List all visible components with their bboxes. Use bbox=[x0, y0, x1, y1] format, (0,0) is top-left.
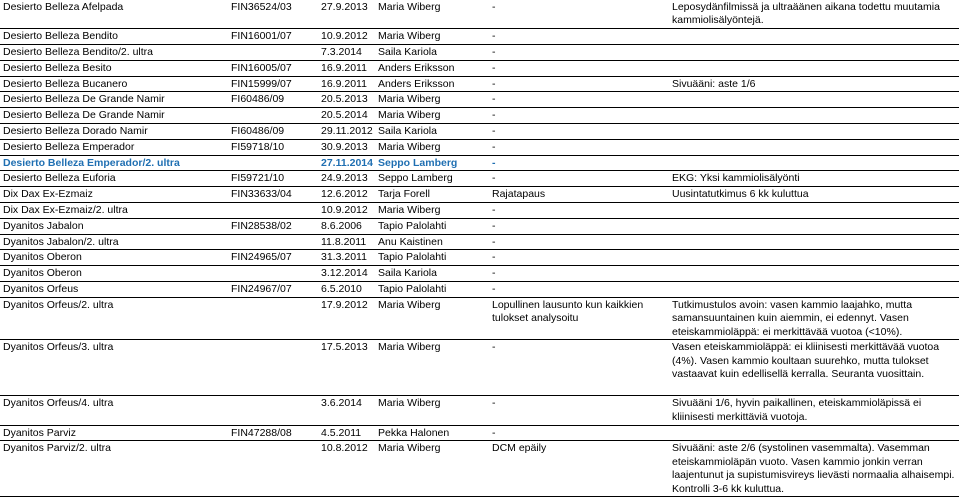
registration-cell: FIN24967/07 bbox=[228, 281, 318, 297]
result-cell: - bbox=[489, 340, 669, 396]
table-row bbox=[0, 123, 959, 139]
result-cell: - bbox=[489, 218, 669, 234]
date-cell: 12.6.2012 bbox=[318, 187, 375, 203]
dog-name-cell: Dyanitos Jabalon bbox=[0, 218, 228, 234]
registration-cell: FI60486/09 bbox=[228, 92, 318, 108]
result-cell: - bbox=[489, 396, 669, 425]
dog-name-cell: Dyanitos Orfeus/2. ultra bbox=[0, 297, 228, 340]
result-cell: - bbox=[489, 0, 669, 29]
table-row bbox=[0, 29, 959, 45]
result-cell: - bbox=[489, 202, 669, 218]
table-row bbox=[0, 92, 959, 108]
dog-name-cell: Dyanitos Oberon bbox=[0, 250, 228, 266]
date-cell: 17.5.2013 bbox=[318, 340, 375, 396]
examiner-cell: Maria Wiberg bbox=[375, 139, 489, 155]
result-cell: - bbox=[489, 139, 669, 155]
examiner-cell: Seppo Lamberg bbox=[375, 155, 489, 171]
remark-cell bbox=[669, 108, 959, 124]
date-cell: 10.9.2012 bbox=[318, 29, 375, 45]
remark-cell bbox=[669, 123, 959, 139]
registration-cell bbox=[228, 340, 318, 396]
registration-cell: FIN24965/07 bbox=[228, 250, 318, 266]
remark-cell: Leposydänfilmissä ja ultraäänen aikana todettu muutamia kammiolisälyöntejä. bbox=[669, 0, 959, 29]
remark-cell bbox=[669, 234, 959, 250]
dog-name-cell: Desierto Belleza De Grande Namir bbox=[0, 92, 228, 108]
remark-cell bbox=[669, 92, 959, 108]
result-cell: - bbox=[489, 266, 669, 282]
dog-name-cell: Desierto Belleza De Grande Namir bbox=[0, 108, 228, 124]
registration-cell: FI59718/10 bbox=[228, 139, 318, 155]
table-row bbox=[0, 281, 959, 297]
examiner-cell: Maria Wiberg bbox=[375, 29, 489, 45]
remark-cell bbox=[669, 29, 959, 45]
dog-name-cell: Desierto Belleza Emperador bbox=[0, 139, 228, 155]
remark-cell: Sivuääni: aste 1/6 bbox=[669, 76, 959, 92]
examiner-cell: Anders Eriksson bbox=[375, 60, 489, 76]
dog-name-cell: Dix Dax Ex-Ezmaiz bbox=[0, 187, 228, 203]
remark-cell bbox=[669, 44, 959, 60]
examiner-cell: Maria Wiberg bbox=[375, 396, 489, 425]
registration-cell: FI59721/10 bbox=[228, 171, 318, 187]
dog-name-cell: Dyanitos Oberon bbox=[0, 266, 228, 282]
remark-cell bbox=[669, 139, 959, 155]
dog-name-cell: Desierto Belleza Afelpada bbox=[0, 0, 228, 29]
dog-name-cell: Desierto Belleza Bendito bbox=[0, 29, 228, 45]
table-row bbox=[0, 0, 959, 29]
result-cell: - bbox=[489, 108, 669, 124]
remark-cell: Uusintatutkimus 6 kk kuluttua bbox=[669, 187, 959, 203]
registration-cell bbox=[228, 44, 318, 60]
date-cell: 3.6.2014 bbox=[318, 396, 375, 425]
dog-name-cell: Dyanitos Jabalon/2. ultra bbox=[0, 234, 228, 250]
registration-cell bbox=[228, 297, 318, 340]
examiner-cell: Tapio Palolahti bbox=[375, 218, 489, 234]
date-cell: 30.9.2013 bbox=[318, 139, 375, 155]
result-cell: Rajatapaus bbox=[489, 187, 669, 203]
result-cell: - bbox=[489, 234, 669, 250]
table-row bbox=[0, 340, 959, 396]
examiner-cell: Maria Wiberg bbox=[375, 202, 489, 218]
table-row bbox=[0, 76, 959, 92]
result-cell: - bbox=[489, 92, 669, 108]
dog-name-cell: Dix Dax Ex-Ezmaiz/2. ultra bbox=[0, 202, 228, 218]
result-cell: - bbox=[489, 281, 669, 297]
dog-name-cell: Dyanitos Orfeus/4. ultra bbox=[0, 396, 228, 425]
examiner-cell: Maria Wiberg bbox=[375, 340, 489, 396]
registration-cell: FIN33633/04 bbox=[228, 187, 318, 203]
registration-cell: FIN16001/07 bbox=[228, 29, 318, 45]
table-row bbox=[0, 139, 959, 155]
registration-cell bbox=[228, 234, 318, 250]
remark-cell bbox=[669, 250, 959, 266]
table-row bbox=[0, 44, 959, 60]
remark-cell bbox=[669, 266, 959, 282]
registration-cell: FIN47288/08 bbox=[228, 425, 318, 441]
table-row bbox=[0, 425, 959, 441]
table-row bbox=[0, 108, 959, 124]
date-cell: 7.3.2014 bbox=[318, 44, 375, 60]
registration-cell bbox=[228, 108, 318, 124]
remark-cell: EKG: Yksi kammiolisälyönti bbox=[669, 171, 959, 187]
examiner-cell: Anu Kaistinen bbox=[375, 234, 489, 250]
registration-cell bbox=[228, 202, 318, 218]
dog-name-cell: Desierto Belleza Bendito/2. ultra bbox=[0, 44, 228, 60]
result-cell: - bbox=[489, 76, 669, 92]
date-cell: 11.8.2011 bbox=[318, 234, 375, 250]
examiner-cell: Seppo Lamberg bbox=[375, 171, 489, 187]
table-row bbox=[0, 202, 959, 218]
table-row bbox=[0, 218, 959, 234]
dog-name-cell: Dyanitos Orfeus/3. ultra bbox=[0, 340, 228, 396]
table-row bbox=[0, 187, 959, 203]
table-row bbox=[0, 250, 959, 266]
examiner-cell: Saila Kariola bbox=[375, 266, 489, 282]
table-row bbox=[0, 171, 959, 187]
result-cell: - bbox=[489, 60, 669, 76]
registration-cell bbox=[228, 155, 318, 171]
examiner-cell: Maria Wiberg bbox=[375, 0, 489, 29]
examiner-cell: Pekka Halonen bbox=[375, 425, 489, 441]
result-cell: - bbox=[489, 155, 669, 171]
result-cell: DCM epäily bbox=[489, 441, 669, 497]
dog-name-cell: Desierto Belleza Bucanero bbox=[0, 76, 228, 92]
date-cell: 29.11.2012 bbox=[318, 123, 375, 139]
dog-name-cell: Desierto Belleza Euforia bbox=[0, 171, 228, 187]
remark-cell: Vasen eteiskammioläppä: ei kliinisesti merkittävää vuotoa (4%). Vasen kammio koultaan suurehko, mutta tulokset vastaavat kuin edellisellä kerralla. Seuranta vuosittain. bbox=[669, 340, 959, 396]
table-row bbox=[0, 266, 959, 282]
dog-name-cell: Desierto Belleza Besito bbox=[0, 60, 228, 76]
examiner-cell: Saila Kariola bbox=[375, 123, 489, 139]
registration-cell: FIN28538/02 bbox=[228, 218, 318, 234]
table-row bbox=[0, 396, 959, 425]
examiner-cell: Maria Wiberg bbox=[375, 92, 489, 108]
remark-cell bbox=[669, 60, 959, 76]
remark-cell bbox=[669, 202, 959, 218]
result-cell: - bbox=[489, 29, 669, 45]
date-cell: 16.9.2011 bbox=[318, 76, 375, 92]
date-cell: 16.9.2011 bbox=[318, 60, 375, 76]
examiner-cell: Maria Wiberg bbox=[375, 441, 489, 497]
examiner-cell: Maria Wiberg bbox=[375, 297, 489, 340]
table-row bbox=[0, 155, 959, 171]
dog-name-cell: Dyanitos Parviz/2. ultra bbox=[0, 441, 228, 497]
date-cell: 3.12.2014 bbox=[318, 266, 375, 282]
date-cell: 4.5.2011 bbox=[318, 425, 375, 441]
registration-cell: FIN15999/07 bbox=[228, 76, 318, 92]
table-row bbox=[0, 60, 959, 76]
result-cell: - bbox=[489, 44, 669, 60]
date-cell: 8.6.2006 bbox=[318, 218, 375, 234]
remark-cell: Sivuääni: aste 2/6 (systolinen vasemmalta). Vasemman eteiskammioläpän vuoto. Vasen kammio jonkin verran laajentunut ja supistumisvireys lievästi normaalia alhaisempi. Kontrolli 3-6 kk kuluttua. bbox=[669, 441, 959, 497]
remark-cell bbox=[669, 425, 959, 441]
result-cell: - bbox=[489, 425, 669, 441]
registration-cell bbox=[228, 266, 318, 282]
examiner-cell: Tapio Palolahti bbox=[375, 250, 489, 266]
remark-cell bbox=[669, 218, 959, 234]
date-cell: 6.5.2010 bbox=[318, 281, 375, 297]
date-cell: 10.9.2012 bbox=[318, 202, 375, 218]
result-cell: - bbox=[489, 171, 669, 187]
table-row bbox=[0, 234, 959, 250]
date-cell: 20.5.2013 bbox=[318, 92, 375, 108]
dog-name-cell: Desierto Belleza Emperador/2. ultra bbox=[0, 155, 228, 171]
result-cell: Lopullinen lausunto kun kaikkien tulokset analysoitu bbox=[489, 297, 669, 340]
dog-name-cell: Desierto Belleza Dorado Namir bbox=[0, 123, 228, 139]
registration-cell: FIN36524/03 bbox=[228, 0, 318, 29]
examiner-cell: Anders Eriksson bbox=[375, 76, 489, 92]
date-cell: 27.11.2014 bbox=[318, 155, 375, 171]
remark-cell bbox=[669, 281, 959, 297]
examiner-cell: Saila Kariola bbox=[375, 44, 489, 60]
date-cell: 10.8.2012 bbox=[318, 441, 375, 497]
date-cell: 24.9.2013 bbox=[318, 171, 375, 187]
examiner-cell: Maria Wiberg bbox=[375, 108, 489, 124]
dog-name-cell: Dyanitos Orfeus bbox=[0, 281, 228, 297]
result-cell: - bbox=[489, 250, 669, 266]
date-cell: 17.9.2012 bbox=[318, 297, 375, 340]
table-row bbox=[0, 297, 959, 340]
date-cell: 27.9.2013 bbox=[318, 0, 375, 29]
remark-cell: Tutkimustulos avoin: vasen kammio laajahko, mutta samansuuntainen kuin aiemmin, ei edennyt. Vasen eteiskammioläppä: ei merkittävää vuotoa (<10%). bbox=[669, 297, 959, 340]
date-cell: 31.3.2011 bbox=[318, 250, 375, 266]
result-cell: - bbox=[489, 123, 669, 139]
registration-cell: FI60486/09 bbox=[228, 123, 318, 139]
dog-name-cell: Dyanitos Parviz bbox=[0, 425, 228, 441]
examiner-cell: Tapio Palolahti bbox=[375, 281, 489, 297]
examiner-cell: Tarja Forell bbox=[375, 187, 489, 203]
date-cell: 20.5.2014 bbox=[318, 108, 375, 124]
remark-cell: Sivuääni 1/6, hyvin paikallinen, eteiskammioläpissä ei kliinisesti merkittäviä vuotoja. bbox=[669, 396, 959, 425]
remark-cell bbox=[669, 155, 959, 171]
registration-cell: FIN16005/07 bbox=[228, 60, 318, 76]
registration-cell bbox=[228, 396, 318, 425]
